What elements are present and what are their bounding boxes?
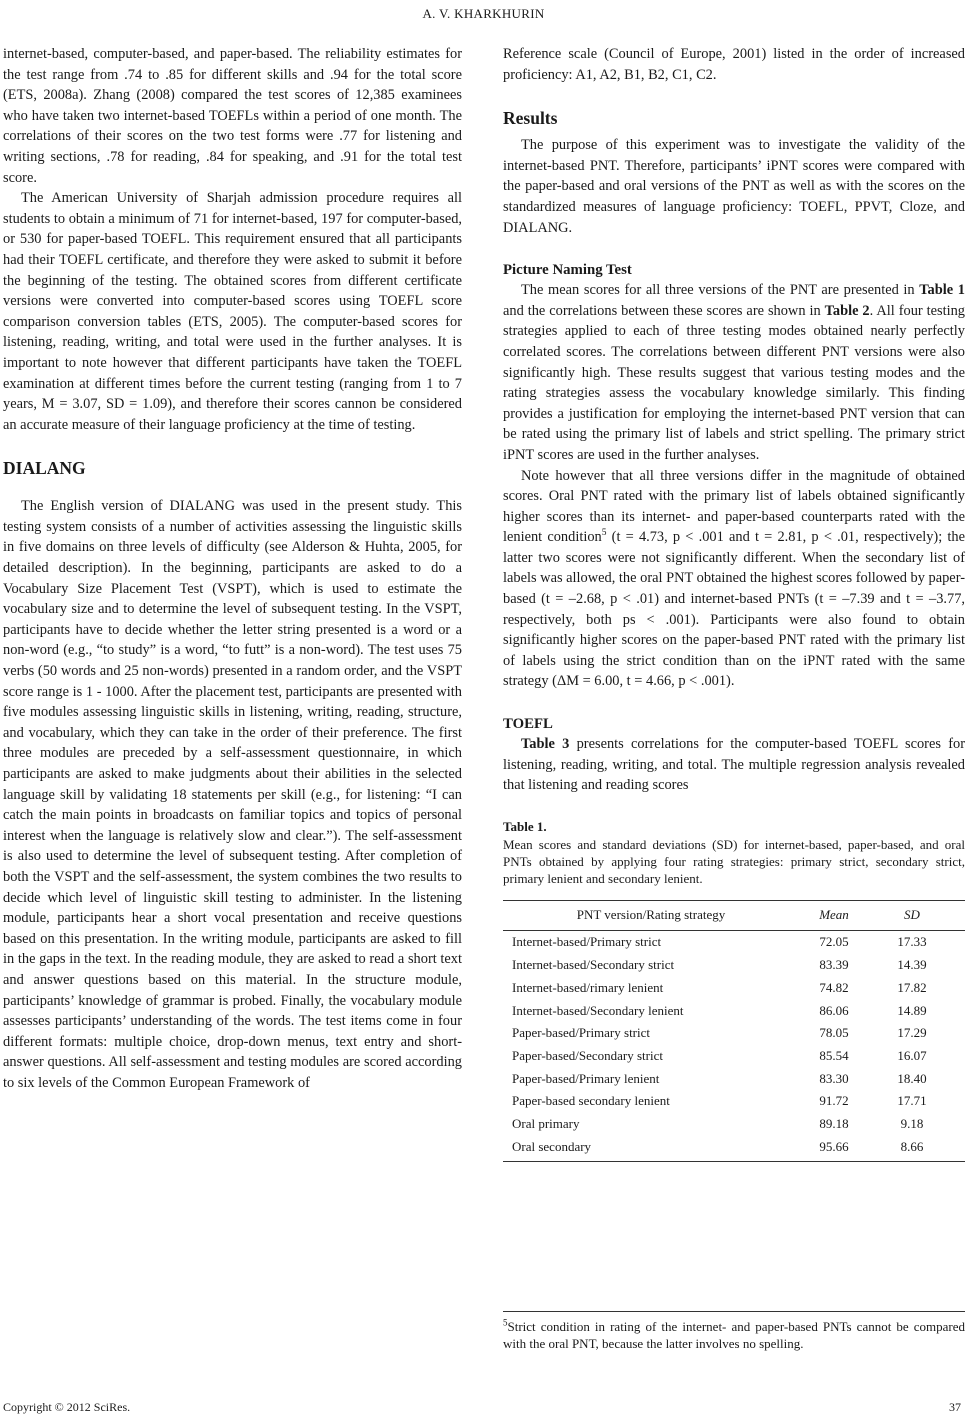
row-sd: 17.29 — [897, 1025, 927, 1041]
row-mean: 83.30 — [819, 1070, 849, 1086]
table-1-caption-text: Mean scores and standard deviations (SD) for internet-based, paper-based, and oral PNTs obtained by applying four rating strategies: primary strict, secondary strict, primary lenient and secondary lenient. — [503, 836, 965, 886]
row-mean: 83.39 — [819, 957, 849, 973]
row-sd: 14.89 — [897, 1002, 927, 1018]
footnote-text: Strict condition in rating of the internet- and paper-based PNTs cannot be compared with the oral PNT, because the latter involves no spelling. — [503, 1319, 965, 1351]
table-row — [503, 1136, 965, 1162]
row-mean: 89.18 — [819, 1116, 849, 1132]
row-mean: 72.05 — [819, 934, 849, 950]
table-row — [503, 977, 965, 1000]
running-head: A. V. KHARKHURIN — [422, 6, 545, 21]
header-sd: SD — [869, 900, 965, 931]
table-2-ref: Table 2 — [824, 302, 870, 319]
table-row — [503, 954, 965, 977]
row-sd: 17.33 — [897, 934, 927, 950]
header-mean: Mean — [799, 900, 869, 931]
paragraph-dialang-description: The English version of DIALANG was used in the present study. This testing system consists of a number of activities assessing the linguistic skills in five domains on three levels of difficulty (see Alderson & Huhta, 2005, for detailed description). In the beginning, participants are asked to do a Vocabulary Size Placement Test (VSPT), which is used to estimate the vocabulary size and to determine the level of subsequent testing. In the VSPT, participants have to decide whether the letter string presented is a word or a non-word (e.g., “to study” is a word, “to futt” is a non-word). The test uses 75 verbs (50 words and 25 non-words) presented in a random order, and the VSPT score range is 1 - 1000. After the placement test, participants are presented with five modules assessing linguistic skills in listening, writing, reading, structure, and vocabulary, which they can take in the order of their preference. The first three modules are preceded by a self-assessment questionnaire, in which participants are asked to make judgments about their abilities in the selected language skill by validating 18 statements per skill (e.g., for listening: “I can catch the main points in broadcasts on familiar topics and topics of personal interest when the language is relatively slow and clear.”). The self-assessment is also used to determine the level of subsequent testing. After completion of both the VSPT and the self-assessment, the system combines the two results to decide which level of linguistic skill testing to administer. In the listening module, participants hear a short vocal presentation and receive questions based on this presentation. In the writing module, participants are asked to fill in the gaps in the text. In the reading module, they are asked to read a short text and answer questions based on this material. In the structure module, participants’ knowledge of grammar is probed. Finally, the vocabulary module assesses participants’ understanding of the words. The test items come in four different formats: multiple choice, drop-down menus, text entry and short-answer questions. All self-assessment and testing modules are scored according to six levels of the Common European Framework of — [3, 498, 462, 1091]
row-label: Internet-based/rimary lenient — [512, 979, 664, 995]
paragraph-pnt-means: The mean scores for all three versions of the PNT are presented in Table 1 and the correlations between these scores are shown in Table 2. All four testing strategies applied to each of three testing modes obtained nearly perfectly correlated scores. The correlations between different PNT versions were also significantly high. These results suggest that various testing modes and the rating strategies assess the vocabulary knowledge similarly. This finding provides a justification for employing the internet-based PNT version that can be rated using the primary list of labels and strict spelling. The primary strict iPNT scores are used in the further analyses. — [503, 282, 965, 463]
row-sd: 16.07 — [897, 1047, 927, 1063]
row-mean: 78.05 — [819, 1025, 849, 1041]
row-label: Paper-based secondary lenient — [512, 1093, 670, 1109]
section-heading-results: Results — [503, 108, 558, 129]
paragraph-aus-admission: The American University of Sharjah admission procedure requires all students to obtain a minimum of 71 for internet-based, 197 for computer-based, or 530 for paper-based TOEFL. This requirement ensured that all participants had their TOEFL certificate, and therefore they were asked to submit it before the beginning of the testing. The obtained scores from different certificate versions were converted into computer-based scores using TOEFL score comparison conversion tables (ETS, 2005). The computer-based scores for listening, reading, writing, and total were used in the further analyses. It is important to note however that different participants have taken the TOEFL examination at different times before the current testing (ranging from 1 to 7 years, M = 3.07, SD = 1.09), and therefore their scores cannon be considered an accurate measure of their language proficiency at the time of testing. — [3, 190, 462, 433]
footnote — [503, 1311, 965, 1352]
row-sd: 17.71 — [897, 1093, 927, 1109]
right-column — [503, 44, 965, 1162]
row-mean: 85.54 — [819, 1047, 849, 1063]
table-row — [503, 1090, 965, 1113]
row-sd: 17.82 — [897, 979, 927, 995]
row-sd: 18.40 — [897, 1070, 927, 1086]
row-mean: 74.82 — [819, 979, 849, 995]
table-1-ref: Table 1 — [919, 282, 965, 299]
subsection-heading-toefl: TOEFL — [503, 716, 553, 733]
table-row — [503, 1000, 965, 1023]
row-sd: 9.18 — [900, 1116, 924, 1132]
table-1-caption — [503, 818, 965, 887]
subsection-heading-pnt: Picture Naming Test — [503, 262, 632, 279]
table-row — [503, 1022, 965, 1045]
table-1 — [503, 900, 965, 1163]
table-row — [503, 1045, 965, 1068]
table-3-ref: Table 3 — [521, 736, 570, 753]
footnote-marker: 5 — [601, 528, 607, 539]
header-pnt-version: PNT version/Rating strategy — [503, 900, 799, 931]
row-label: Internet-based/Secondary strict — [512, 957, 675, 973]
left-column — [3, 44, 462, 1094]
row-label: Oral secondary — [503, 1136, 799, 1162]
footnote-number: 5 — [503, 1317, 508, 1328]
table-header-row — [503, 900, 965, 931]
table-row — [503, 1068, 965, 1091]
table-row — [503, 931, 965, 954]
paragraph-reference-scale: Reference scale (Council of Europe, 2001) listed in the order of increased proficiency: A1, A2, B1, B2, C1, C2. — [503, 46, 965, 83]
row-mean: 95.66 — [799, 1136, 869, 1162]
row-mean: 86.06 — [819, 1002, 849, 1018]
copyright-notice: Copyright © 2012 SciRes. — [3, 1400, 131, 1414]
row-label: Paper-based/Secondary strict — [512, 1047, 663, 1063]
section-heading-dialang: DIALANG — [3, 458, 86, 479]
row-label: Internet-based/Primary strict — [512, 934, 662, 950]
page-number: 37 — [949, 1400, 961, 1414]
row-label: Internet-based/Secondary lenient — [512, 1002, 684, 1018]
row-label: Paper-based/Primary strict — [512, 1025, 651, 1041]
paragraph-toefl-reliability: internet-based, computer-based, and paper-based. The reliability estimates for the test range from .74 to .85 for different skills and .94 for the total score (ETS, 2008a). Zhang (2008) compared the test scores of 12,385 examinees who have taken two internet-based TOEFLs within a period of one month. The correlations of their scores on the two test forms were .77 for listening and writing sections, .78 for reading, .84 for speaking, and .91 for the total test score. — [3, 46, 462, 186]
paragraph-pnt-differences: Note however that all three versions differ in the magnitude of obtained scores. Oral PNT rated with the primary list of labels obtained significantly higher scores than its internet- and paper-based counterparts rated with the lenient condition$^5$ (t = 4.73, p < .001 and t = 2.81, p < .01, respectively); the latter two scores were not significantly different. When the secondary list of labels was allowed, the oral PNT obtained the highest scores followed by paper-based (t = –2.68, p < .01) and internet-based PNTs (t = –7.39 and t = –3.77, respectively, both ps < .001). Participants were also found to obtain significantly higher scores on the paper-based PNT rated with the primary list of labels using the strict condition than on the iPNT rated with the same strategy (ΔM = 6.00, t = 4.66, p < .001). — [503, 467, 965, 690]
table-row — [503, 1113, 965, 1136]
row-mean: 91.72 — [819, 1093, 849, 1109]
row-sd: 14.39 — [897, 957, 927, 973]
row-label: Paper-based/Primary lenient — [512, 1070, 660, 1086]
paragraph-toefl-results: Table 3 presents correlations for the computer-based TOEFL scores for listening, reading, writing, and total. The multiple regression analysis revealed that listening and reading scores — [503, 736, 965, 794]
table-1-title: Table 1. — [503, 818, 547, 834]
row-label: Oral primary — [512, 1116, 580, 1132]
row-sd: 8.66 — [869, 1136, 965, 1162]
paragraph-results-purpose: The purpose of this experiment was to investigate the validity of the internet-based PNT. Therefore, participants’ iPNT scores were compared with the paper-based and oral versions of the PNT as well as with the scores on the standardized measures of language proficiency: TOEFL, PPVT, Cloze, and DIALANG. — [503, 137, 965, 236]
